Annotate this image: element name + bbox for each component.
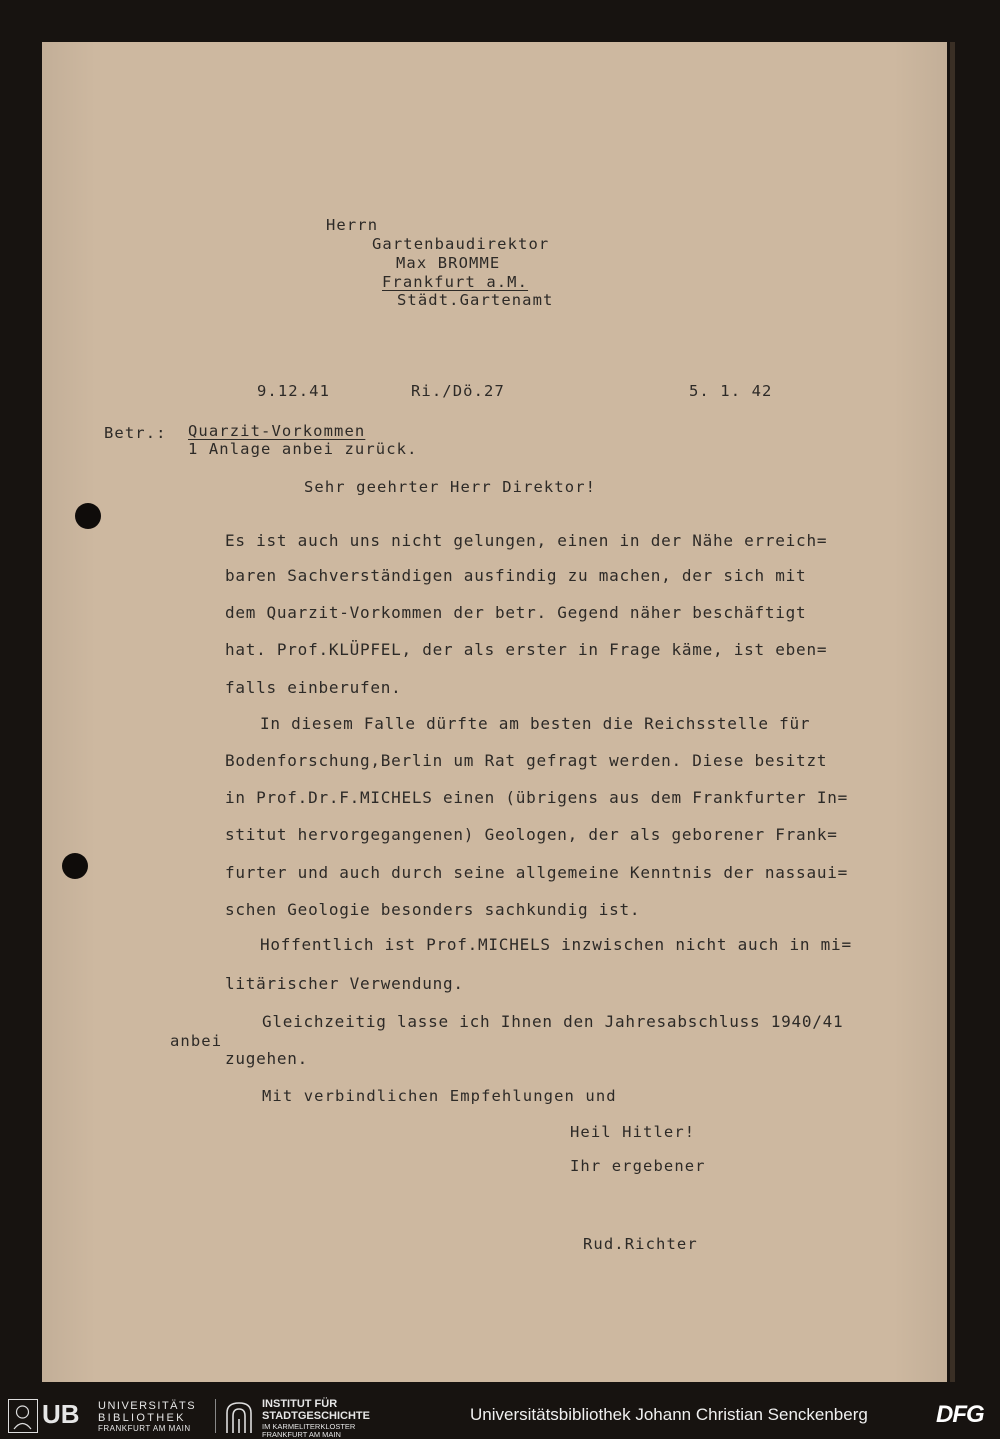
reference-code: Ri./Dö.27 bbox=[411, 382, 505, 400]
isg-line-4: FRANKFURT AM MAIN bbox=[262, 1430, 341, 1439]
ub-line-3: FRANKFURT AM MAIN bbox=[98, 1424, 191, 1433]
yours-line: Ihr ergebener bbox=[570, 1157, 706, 1175]
body-line: hat. Prof.KLÜPFEL, der als erster in Frage käme, ist eben= bbox=[225, 640, 828, 659]
letter-date: 5. 1. 42 bbox=[689, 382, 773, 400]
body-line: Es ist auch uns nicht gelungen, einen in der Nähe erreich= bbox=[225, 531, 828, 550]
address-line-5: Städt.Gartenamt bbox=[397, 291, 554, 309]
signature: Rud.Richter bbox=[583, 1235, 698, 1253]
address-line-1: Herrn bbox=[326, 216, 379, 234]
subject-title: Quarzit-Vorkommen bbox=[188, 422, 366, 440]
body-line: stitut hervorgegangenen) Geologen, der als geborener Frank= bbox=[225, 825, 838, 844]
isg-line-3: IM KARMELITERKLOSTER bbox=[262, 1422, 356, 1431]
body-line: baren Sachverständigen ausfindig zu machen, der sich mit bbox=[225, 566, 807, 585]
body-line: in Prof.Dr.F.MICHELS einen (übrigens aus dem Frankfurter In= bbox=[225, 788, 848, 807]
subject-attachment: 1 Anlage anbei zurück. bbox=[188, 440, 418, 458]
reference-number: 9.12.41 bbox=[257, 382, 331, 400]
footer-divider bbox=[215, 1399, 216, 1433]
ub-logo: UB bbox=[42, 1399, 80, 1429]
footer-bar bbox=[0, 1393, 1000, 1439]
library-name: Universitätsbibliothek Johann Christian Senckenberg bbox=[470, 1405, 868, 1424]
closing-line: Mit verbindlichen Empfehlungen und bbox=[262, 1087, 617, 1105]
isg-line-2: STADTGESCHICHTE bbox=[262, 1410, 370, 1422]
body-line: Bodenforschung,Berlin um Rat gefragt werden. Diese besitzt bbox=[225, 751, 828, 770]
body-line: falls einberufen. bbox=[225, 678, 402, 697]
ub-line-2: BIBLIOTHEK bbox=[98, 1412, 186, 1424]
isg-line-1: INSTITUT FÜR bbox=[262, 1398, 338, 1410]
dfg-logo: DFG bbox=[936, 1401, 984, 1428]
body-line: schen Geologie besonders sachkundig ist. bbox=[225, 900, 641, 919]
body-line: Hoffentlich ist Prof.MICHELS inzwischen nicht auch in mi= bbox=[260, 935, 852, 954]
university-seal-icon bbox=[8, 1399, 38, 1433]
subject-label: Betr.: bbox=[104, 424, 167, 442]
address-line-2: Gartenbaudirektor bbox=[372, 235, 550, 253]
margin-note: anbei bbox=[170, 1032, 223, 1050]
ub-line-1: UNIVERSITÄTS bbox=[98, 1400, 197, 1412]
address-line-3: Max BROMME bbox=[396, 254, 501, 272]
body-line: dem Quarzit-Vorkommen der betr. Gegend näher beschäftigt bbox=[225, 603, 807, 622]
salutation: Sehr geehrter Herr Direktor! bbox=[304, 478, 597, 496]
address-line-4: Frankfurt a.M. bbox=[382, 273, 529, 291]
paper-edge bbox=[950, 42, 955, 1382]
body-line: litärischer Verwendung. bbox=[225, 974, 464, 993]
punch-hole-top bbox=[75, 503, 101, 529]
body-line: In diesem Falle dürfte am besten die Reichsstelle für bbox=[260, 714, 811, 733]
punch-hole-bottom bbox=[62, 853, 88, 879]
greeting: Heil Hitler! bbox=[570, 1123, 696, 1141]
body-line: zugehen. bbox=[225, 1049, 309, 1068]
cloister-arches-icon bbox=[224, 1399, 254, 1437]
body-line: Gleichzeitig lasse ich Ihnen den Jahresabschluss 1940/41 bbox=[262, 1012, 844, 1031]
body-line: furter und auch durch seine allgemeine Kenntnis der nassaui= bbox=[225, 863, 848, 882]
